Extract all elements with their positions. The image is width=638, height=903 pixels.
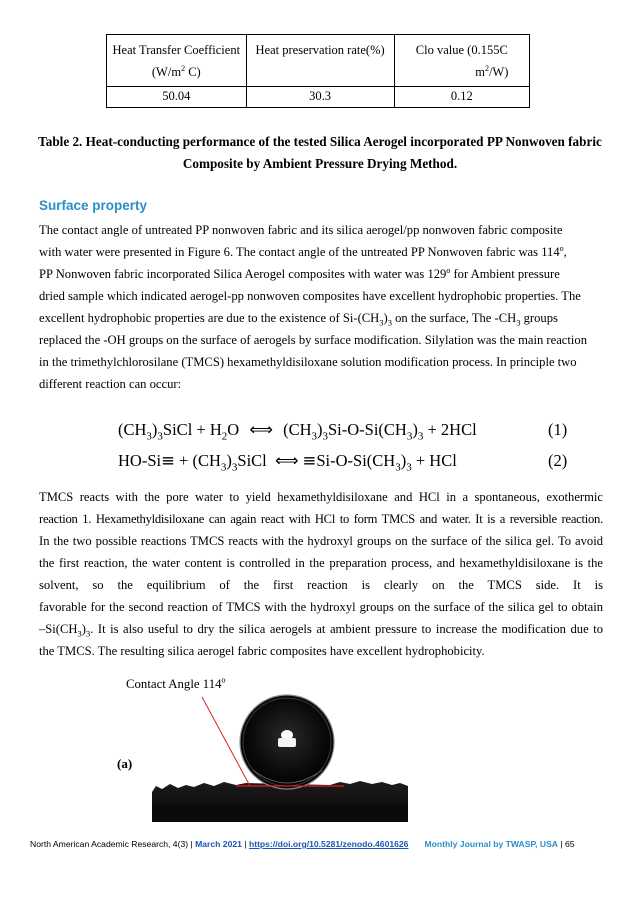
text-line: the first reaction, the water content is controlled in the preparation process, and hexamethyldisiloxane is the (39, 556, 603, 570)
subscript: 3 (516, 317, 521, 328)
eq-text: O (227, 420, 240, 439)
eq-text: Si-O-Si(CH (328, 420, 407, 439)
equation-number: (1) (548, 420, 568, 439)
reversible-arrow-icon: ⟺ (274, 451, 299, 470)
header-text: (W/m (151, 65, 182, 79)
text-fragment: groups (520, 311, 558, 325)
triple-bond-icon: ≡ (302, 451, 317, 470)
footer-journal-info: North American Academic Research, 4(3) | (30, 839, 196, 849)
text-fragment: , (563, 245, 567, 259)
subscript: 3 (311, 430, 317, 443)
page-footer (30, 839, 620, 849)
equation-number: (2) (548, 451, 568, 470)
header-text: Heat preservation rate(%) (255, 43, 385, 57)
superscript: 2 (484, 63, 489, 73)
text-line: different reaction can occur: (39, 377, 182, 391)
text-fragment: . It is also useful to dry the silica aerogels at ambient pressure to increase the modification due to (90, 622, 603, 636)
caption-line: Table 2. Heat-conducting performance of the tested Silica Aerogel incorporated PP Nonwoven fabric (38, 134, 602, 149)
table-cell: 0.12 (394, 87, 529, 108)
text-fragment: –Si(CH (39, 622, 78, 636)
text-fragment: on the surface, The -CH (391, 311, 517, 325)
eq-text: Si-O-Si(CH (316, 451, 396, 470)
eq-text: + 2HCl (423, 420, 477, 439)
text-line: with water were presented in Figure 6. The contact angle of the untreated PP Nonwoven fabric was 114 (39, 245, 560, 259)
eq-text: ) (400, 451, 407, 470)
text-line: reaction 1. Hexamethyldisiloxane can again react with HCl to form TMCS and water. It is a reversible reaction. (39, 512, 603, 526)
eq-text: ) (151, 420, 158, 439)
text-fragment: ) (383, 311, 388, 325)
caption-text: Contact Angle 114 (126, 677, 222, 691)
text-line: TMCS reacts with the pore water to yield hexamethyldisiloxane and HCl in a spontaneous, exothermic (39, 490, 603, 504)
footer-journal-name: Monthly Journal by TWASP, USA (424, 839, 559, 849)
footer-separator: | (558, 839, 566, 849)
eq-text: (CH (283, 420, 312, 439)
triple-bond-icon: ≡ (161, 451, 175, 470)
superscript: o (559, 243, 564, 253)
eq-text: SiCl (237, 451, 267, 470)
subscript: 3 (220, 461, 227, 474)
eq-text: + HCl (411, 451, 457, 470)
page-number: 65 (565, 839, 575, 849)
subscript: 3 (85, 628, 91, 639)
text-line: In the two possible reactions TMCS reacts with the hydroxyl groups on the surface of the silica gel. To avoid (39, 534, 603, 548)
superscript: 2 (181, 63, 186, 73)
header-text: m (475, 65, 485, 79)
subscript: 3 (406, 430, 413, 443)
footer-separator: | (241, 839, 249, 849)
doi-link[interactable]: https://doi.org/10.5281/zenodo.4601626 (248, 839, 409, 849)
eq-text: ) (226, 451, 232, 470)
text-line: favorable for the second reaction of TMCS with the hydroxyl groups on the surface of the silica gel to obtain (39, 600, 603, 614)
header-text: /W) (488, 65, 509, 79)
text-fragment: ) (81, 622, 86, 636)
subscript: 3 (157, 430, 163, 443)
subscript: 3 (387, 317, 392, 328)
text-line: The contact angle of untreated PP nonwoven fabric and its silica aerogel/pp nonwoven fabric composite (39, 223, 563, 237)
subscript: 3 (379, 317, 384, 328)
caption-line: Composite by Ambient Pressure Drying Method. (182, 156, 458, 171)
header-text: Heat Transfer Coefficient (112, 43, 241, 57)
footer-month: March 2021 (195, 839, 242, 849)
superscript: o (446, 265, 451, 275)
water-droplet (240, 695, 334, 789)
text-line: solvent, so the equilibrium of the first reaction is clearly on the TMCS side. It is (39, 578, 603, 592)
eq-text: HO-Si (118, 451, 162, 470)
table-cell: 30.3 (246, 87, 394, 108)
eq-text: + (CH (174, 451, 221, 470)
section-heading: Surface property (39, 198, 148, 213)
eq-text: (CH (118, 420, 147, 439)
text-fragment: for Ambient pressure (450, 267, 560, 281)
text-line: replaced the -OH groups on the surface of aerogels by surface modification. Silylation was the main reaction (39, 333, 587, 347)
subscript: 2 (221, 430, 228, 443)
eq-text: SiCl + H (162, 420, 222, 439)
subscript: 3 (146, 430, 152, 443)
subscript: 3 (395, 461, 401, 474)
header-text: Clo value (0.155C (415, 43, 508, 57)
reversible-arrow-icon: ⟺ (249, 420, 273, 439)
superscript: o (221, 675, 226, 685)
subscript: 3 (406, 461, 412, 474)
text-line: the TMCS. The resulting silica aerogel fabric composites have excellent hydrophobicity. (39, 644, 485, 658)
header-text: C) (185, 65, 201, 79)
eq-text: ) (317, 420, 323, 439)
subscript: 3 (322, 430, 328, 443)
text-line: PP Nonwoven fabric incorporated Silica Aerogel composites with water was 129 (39, 267, 447, 281)
text-line: dried sample which indicated aerogel-pp nonwoven composites have excellent hydrophobic properties. The (39, 289, 581, 303)
figure-label: (a) (117, 756, 133, 771)
eq-text: ) (412, 420, 418, 439)
text-line: excellent hydrophobic properties are due to the existence of Si-(CH (39, 311, 380, 325)
text-line: in the trimethylchlorosilane (TMCS) hexamethyldisiloxane solution modification process. In principle two (39, 355, 577, 369)
subscript: 3 (417, 430, 424, 443)
subscript: 3 (231, 461, 238, 474)
table-cell: 50.04 (107, 87, 247, 108)
subscript: 3 (77, 628, 82, 639)
